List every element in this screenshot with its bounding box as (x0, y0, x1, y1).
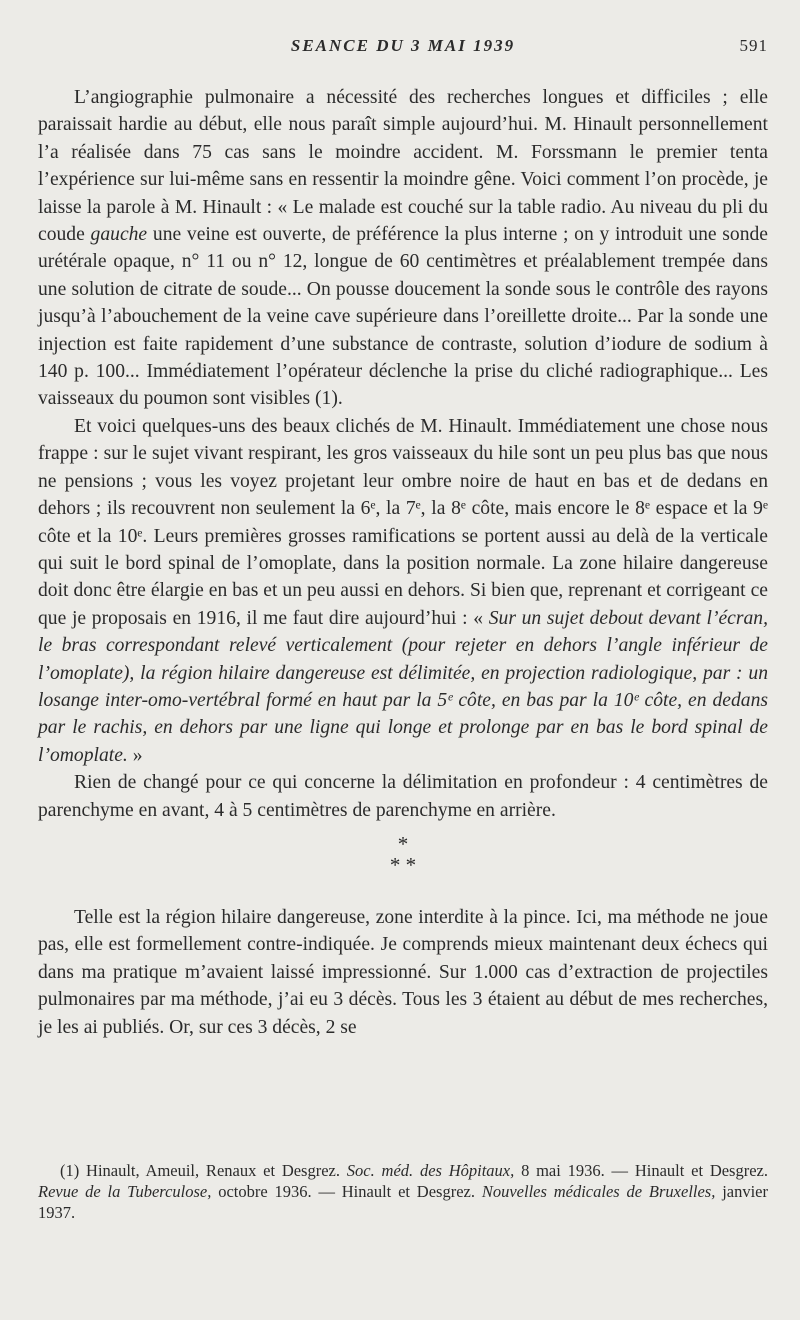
paragraph-text: Rien de changé pour ce qui concerne la délimitation en profondeur : 4 centimètres de parenchyme en avant, 4 à 5 centimètres de parenchyme en arrière. (38, 772, 768, 821)
running-title: SEANCE DU 3 MAI 1939 (290, 36, 516, 55)
footnote-text: janvier 1937. (38, 1182, 768, 1222)
paragraph-region-hilaire (38, 904, 768, 1041)
paragraph-text: Telle est la région hilaire dangereuse, zone interdite à la pince. Ici, ma méthode ne joue pas, elle est formellement contre-indiquée. Je comprends mieux maintenant deux échecs qui dans ma pratique m’avaient laissé impressionné. Sur 1.000 cas d’extraction de projectiles pulmonaires par ma méthode, j’ai eu 3 décès. Tous les 3 étaient au début de mes recherches, je les ai publiés. Or, sur ces 3 décès, 2 se (38, 906, 768, 1038)
main-text (38, 84, 768, 1041)
asterism-top: * (397, 831, 409, 856)
footnote-journal: Soc. méd. des Hôpitaux, (346, 1161, 515, 1180)
paragraph-text: une veine est ouverte, de préférence la plus interne ; on y introduit une sonde urétérale opaque, n° 11 ou n° 12, longue de 60 centimètres et préalablement trempée dans une solution de citrate de soude... On pousse doucement la sonde sous le contrôle des rayons jusqu’à l’abouchement de la veine cave supérieure dans l’oreillette droite... Par la sonde une injection est faite rapidement d’une substance de contraste, solution d’iodure de sodium à 140 p. 100... Immédiatement l’opérateur déclenche la prise du cliché radiographique... Les vaisseaux du poumon sont visibles (1). (38, 224, 769, 410)
footnotes (38, 1160, 768, 1223)
asterism-bottom: * * (389, 852, 417, 877)
footnote-journal: Nouvelles médicales de Bruxelles, (481, 1182, 716, 1201)
asterism-divider (38, 831, 768, 877)
paragraph-angiographie (38, 84, 768, 413)
footnote-journal: Revue de la Tuberculose, (38, 1182, 212, 1201)
footnote-1 (38, 1160, 768, 1223)
paragraph-cliches (38, 413, 768, 769)
footnote-text: (1) Hinault, Ameuil, Renaux et Desgrez. (60, 1161, 340, 1180)
page-header (38, 36, 768, 66)
footnote-text: octobre 1936. — Hinault et Desgrez. (218, 1182, 475, 1201)
paragraph-text: L’angiographie pulmonaire a nécessité des recherches longues et difficiles ; elle paraissait hardie au début, elle nous paraît simple aujourd’hui. M. Hinault personnellement l’a réalisée dans 75 cas sans le moindre accident. M. Forssmann le premier tenta l’expérience sur lui-même sans en ressentir la moindre gêne. Voici comment l’on procède, je laisse la parole à M. Hinault : « Le malade est couché sur la table radio. Au niveau du pli du coude (38, 87, 768, 246)
italic-quote: Sur un sujet debout devant l’écran, le bras correspondant relevé verticalement (pour rejeter en dehors l’angle inférieur de l’omoplate), la région hilaire dangereuse est délimitée, en projection radiologique, par : un losange inter-omo-vertébral formé en haut par la 5ᵉ côte, en bas par la 10ᵉ côte, en dedans par le rachis, en dehors par une ligne qui longe et prolonge par en bas le bord spinal de l’omoplate. (38, 607, 768, 766)
paragraph-text: Et voici quelques-uns des beaux clichés de M. Hinault. Immédiatement une chose nous frappe : sur le sujet vivant respirant, les gros vaisseaux du hile sont un peu plus bas que nous ne pensions ; vous les voyez projetant leur ombre noire de haut en bas et de dedans en dehors ; ils recouvrent non seulement la 6ᵉ, la 7ᵉ, la 8ᵉ côte, mais encore le 8ᵉ espace et la 9ᵉ côte et la 10ᵉ. Leurs premières grosses ramifications se portent aussi au delà de la verticale qui suit le bord spinal de l’omoplate, dans la position normale. La zone hilaire dangereuse doit donc être élargie en bas et un peu aussi en dehors. Si bien que, reprenant et corrigeant ce que je proposais en 1916, il me faut dire aujourd’hui : « (38, 415, 768, 629)
page-number: 591 (739, 36, 768, 55)
footnote-text: 8 mai 1936. — Hinault et Desgrez. (521, 1161, 768, 1180)
closing-quote: » (132, 744, 143, 766)
paragraph-profondeur (38, 769, 768, 824)
italic-term: gauche (90, 224, 148, 246)
